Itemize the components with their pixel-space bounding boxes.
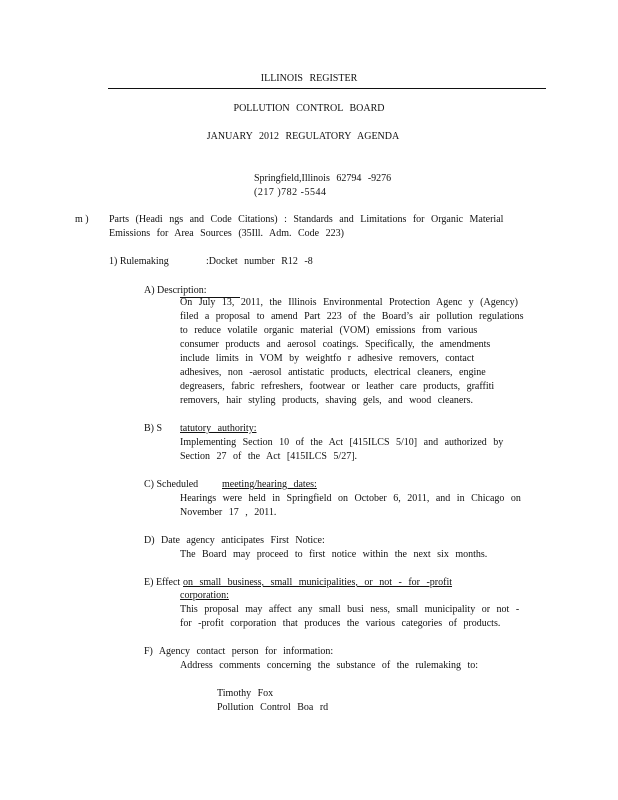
notice-label: D) Date agency anticipates First Notice:: [144, 535, 325, 546]
statutory-label: tatutory authority:: [180, 423, 257, 434]
effect-line1: This proposal may affect any small busi ness, small municipality or not -: [180, 604, 520, 615]
hearing-line1: Hearings were held in Springfield on October 6, 2011, and in Chicago on: [180, 493, 521, 504]
description-line: filed a proposal to amend Part 223 of the Board’s air pollution regulations: [180, 311, 524, 322]
description-label: [144, 285, 207, 296]
description-line: degreasers, fabric refreshers, footwear or leather care products, graffiti: [180, 381, 495, 392]
agenda-title: JANUARY 2012 REGULATORY AGENDA: [206, 131, 400, 142]
contact-label: F) Agency contact person for information:: [144, 646, 334, 657]
effect-label: on small business, small municipalities, or not - for -profit: [183, 577, 453, 588]
effect-line2: for -profit corporation that produces the various categories of products.: [180, 618, 501, 629]
hearing-label-prefix: C) Scheduled: [144, 479, 199, 490]
register-title: ILLINOIS REGISTER: [260, 73, 358, 84]
hearing-label: meeting/hearing dates:: [222, 479, 317, 490]
description-line: adhesives, non -aerosol antistatic products, electrical cleaners, engine: [180, 367, 486, 378]
header-rule: [108, 88, 546, 89]
address-phone: (217 )782 -5544: [254, 187, 327, 198]
statutory-line1: Implementing Section 10 of the Act [415ILCS 5/10] and authorized by: [180, 437, 504, 448]
parts-heading-line2: Emissions for Area Sources (35Ill. Adm. Code 223): [109, 228, 344, 239]
description-line: On July 13, 2011, the Illinois Environmental Protection Agenc y (Agency): [180, 297, 518, 308]
board-title: POLLUTION CONTROL BOARD: [233, 103, 385, 114]
hearing-line2: November 17 , 2011.: [180, 507, 277, 518]
contact-line1: Address comments concerning the substance of the rulemaking to:: [180, 660, 479, 671]
description-line: removers, hair styling products, shaving gels, and wood cleaners.: [180, 395, 474, 406]
statutory-line2: Section 27 of the Act [415ILCS 5/27].: [180, 451, 358, 462]
contact-name: Timothy Fox: [217, 688, 274, 699]
address-city: Springfield,Illinois 62794 -9276: [254, 173, 392, 184]
description-line: include limits in VOM by weightfo r adhesive removers, contact: [180, 353, 475, 364]
description-label-text: A) Description:: [144, 285, 207, 296]
section-marker: m ): [75, 214, 89, 225]
statutory-label-prefix: B) S: [144, 423, 163, 434]
description-line: to reduce volatile organic material (VOM) emissions from various: [180, 325, 478, 336]
effect-label-prefix: E) Effect: [144, 577, 181, 588]
effect-label-line2: corporation:: [180, 590, 229, 601]
notice-line1: The Board may proceed to first notice within the next six months.: [180, 549, 488, 560]
parts-heading-line1: Parts (Headi ngs and Code Citations) : Standards and Limitations for Organic Material: [109, 214, 504, 225]
contact-organization: Pollution Control Boa rd: [217, 702, 329, 713]
description-line: consumer products and aerosol coatings. Specifically, the amendments: [180, 339, 491, 350]
docket-number: :Docket number R12 -8: [206, 256, 313, 267]
rulemaking-label: 1) Rulemaking: [109, 256, 169, 267]
